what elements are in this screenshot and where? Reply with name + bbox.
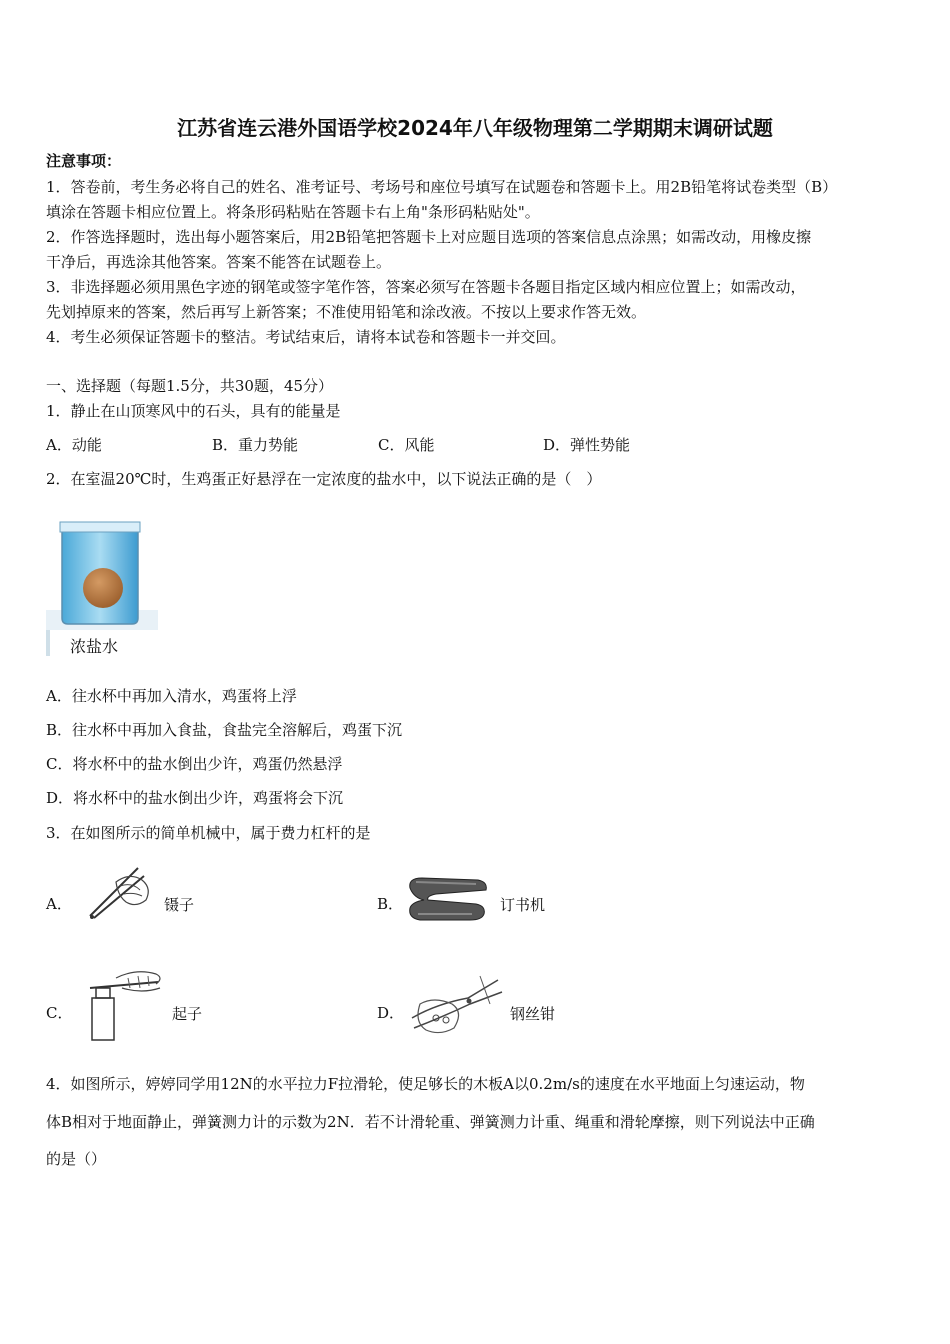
- q3-option-b-label: 订书机: [500, 896, 546, 914]
- notice-line: 1．答卷前，考生务必将自己的姓名、准考证号、考场号和座位号填写在试题卷和答题卡上。用2B铅笔将试卷类型（B）: [46, 178, 838, 196]
- notice-line: 先划掉原来的答案，然后再写上新答案；不准使用铅笔和涂改液。不按以上要求作答无效。: [46, 303, 647, 321]
- beaker-label: 浓盐水: [70, 637, 119, 656]
- q4-stem-line3: 的是（）: [46, 1150, 107, 1168]
- q2-stem: 2．在室温20℃时，生鸡蛋正好悬浮在一定浓度的盐水中，以下说法正确的是（ ）: [46, 470, 602, 488]
- q3-option-b-letter: B．: [377, 895, 404, 913]
- q3-option-d-label: 钢丝钳: [510, 1005, 556, 1023]
- q1-option-b: B．重力势能: [212, 436, 299, 454]
- q3-stem: 3．在如图所示的简单机械中，属于费力杠杆的是: [46, 824, 371, 842]
- q2-option-a: A．往水杯中再加入清水，鸡蛋将上浮: [46, 687, 297, 705]
- q4-stem-line1: 4．如图所示，婷婷同学用12N的水平拉力F拉滑轮，使足够长的木板A以0.2m/s的速度在水平地面上匀速运动，物: [46, 1075, 805, 1093]
- stapler-icon: [406, 874, 492, 924]
- tweezers-figure: [86, 862, 160, 926]
- q1-option-c: C．风能: [378, 436, 435, 454]
- notice-line: 4．考生必须保证答题卡的整洁。考试结束后，请将本试卷和答题卡一并交回。: [46, 328, 566, 346]
- q3-option-c-label: 起子: [172, 1005, 203, 1023]
- section-heading: 一、选择题（每题1.5分，共30题，45分）: [46, 377, 334, 395]
- notice-heading: 注意事项：: [46, 152, 122, 170]
- tweezers-icon: [86, 862, 160, 922]
- q2-option-d: D．将水杯中的盐水倒出少许，鸡蛋将会下沉: [46, 789, 344, 807]
- notice-line: 干净后，再选涂其他答案。答案不能答在试题卷上。: [46, 253, 392, 271]
- q2-option-b: B．往水杯中再加入食盐，食盐完全溶解后，鸡蛋下沉: [46, 721, 403, 739]
- notice-line: 2．作答选择题时，选出每小题答案后，用2B铅笔把答题卡上对应题目选项的答案信息点涂黑；如需改动，用橡皮擦: [46, 228, 812, 246]
- pliers-figure: [406, 974, 506, 1044]
- q3-option-c-letter: C．: [46, 1004, 73, 1022]
- notice-line: 填涂在答题卡相应位置上。将条形码粘贴在答题卡右上角"条形码粘贴处"。: [46, 203, 540, 221]
- q1-stem: 1．静止在山顶寒风中的石头，具有的能量是: [46, 402, 341, 420]
- exam-title: 江苏省连云港外国语学校2024年八年级物理第二学期期末调研试题: [177, 116, 773, 140]
- q1-option-a: A．动能: [46, 436, 102, 454]
- q1-option-d: D．弹性势能: [543, 436, 631, 454]
- q2-option-c: C．将水杯中的盐水倒出少许，鸡蛋仍然悬浮: [46, 755, 343, 773]
- pliers-icon: [406, 974, 506, 1040]
- q4-stem-line2: 体B相对于地面静止，弹簧测力计的示数为2N．若不计滑轮重、弹簧测力计重、绳重和滑轮摩擦，则下列说法中正确: [46, 1113, 815, 1131]
- q3-option-a-label: 镊子: [164, 896, 195, 914]
- notice-line: 3．非选择题必须用黑色字迹的钢笔或签字笔作答，答案必须写在答题卡各题目指定区域内相应位置上；如需改动，: [46, 278, 806, 296]
- bottle-opener-icon: [86, 966, 166, 1042]
- q3-option-a-letter: A．: [46, 895, 72, 913]
- q3-option-d-letter: D．: [377, 1004, 405, 1022]
- stapler-figure: [406, 874, 492, 928]
- bottle-opener-figure: [86, 966, 166, 1046]
